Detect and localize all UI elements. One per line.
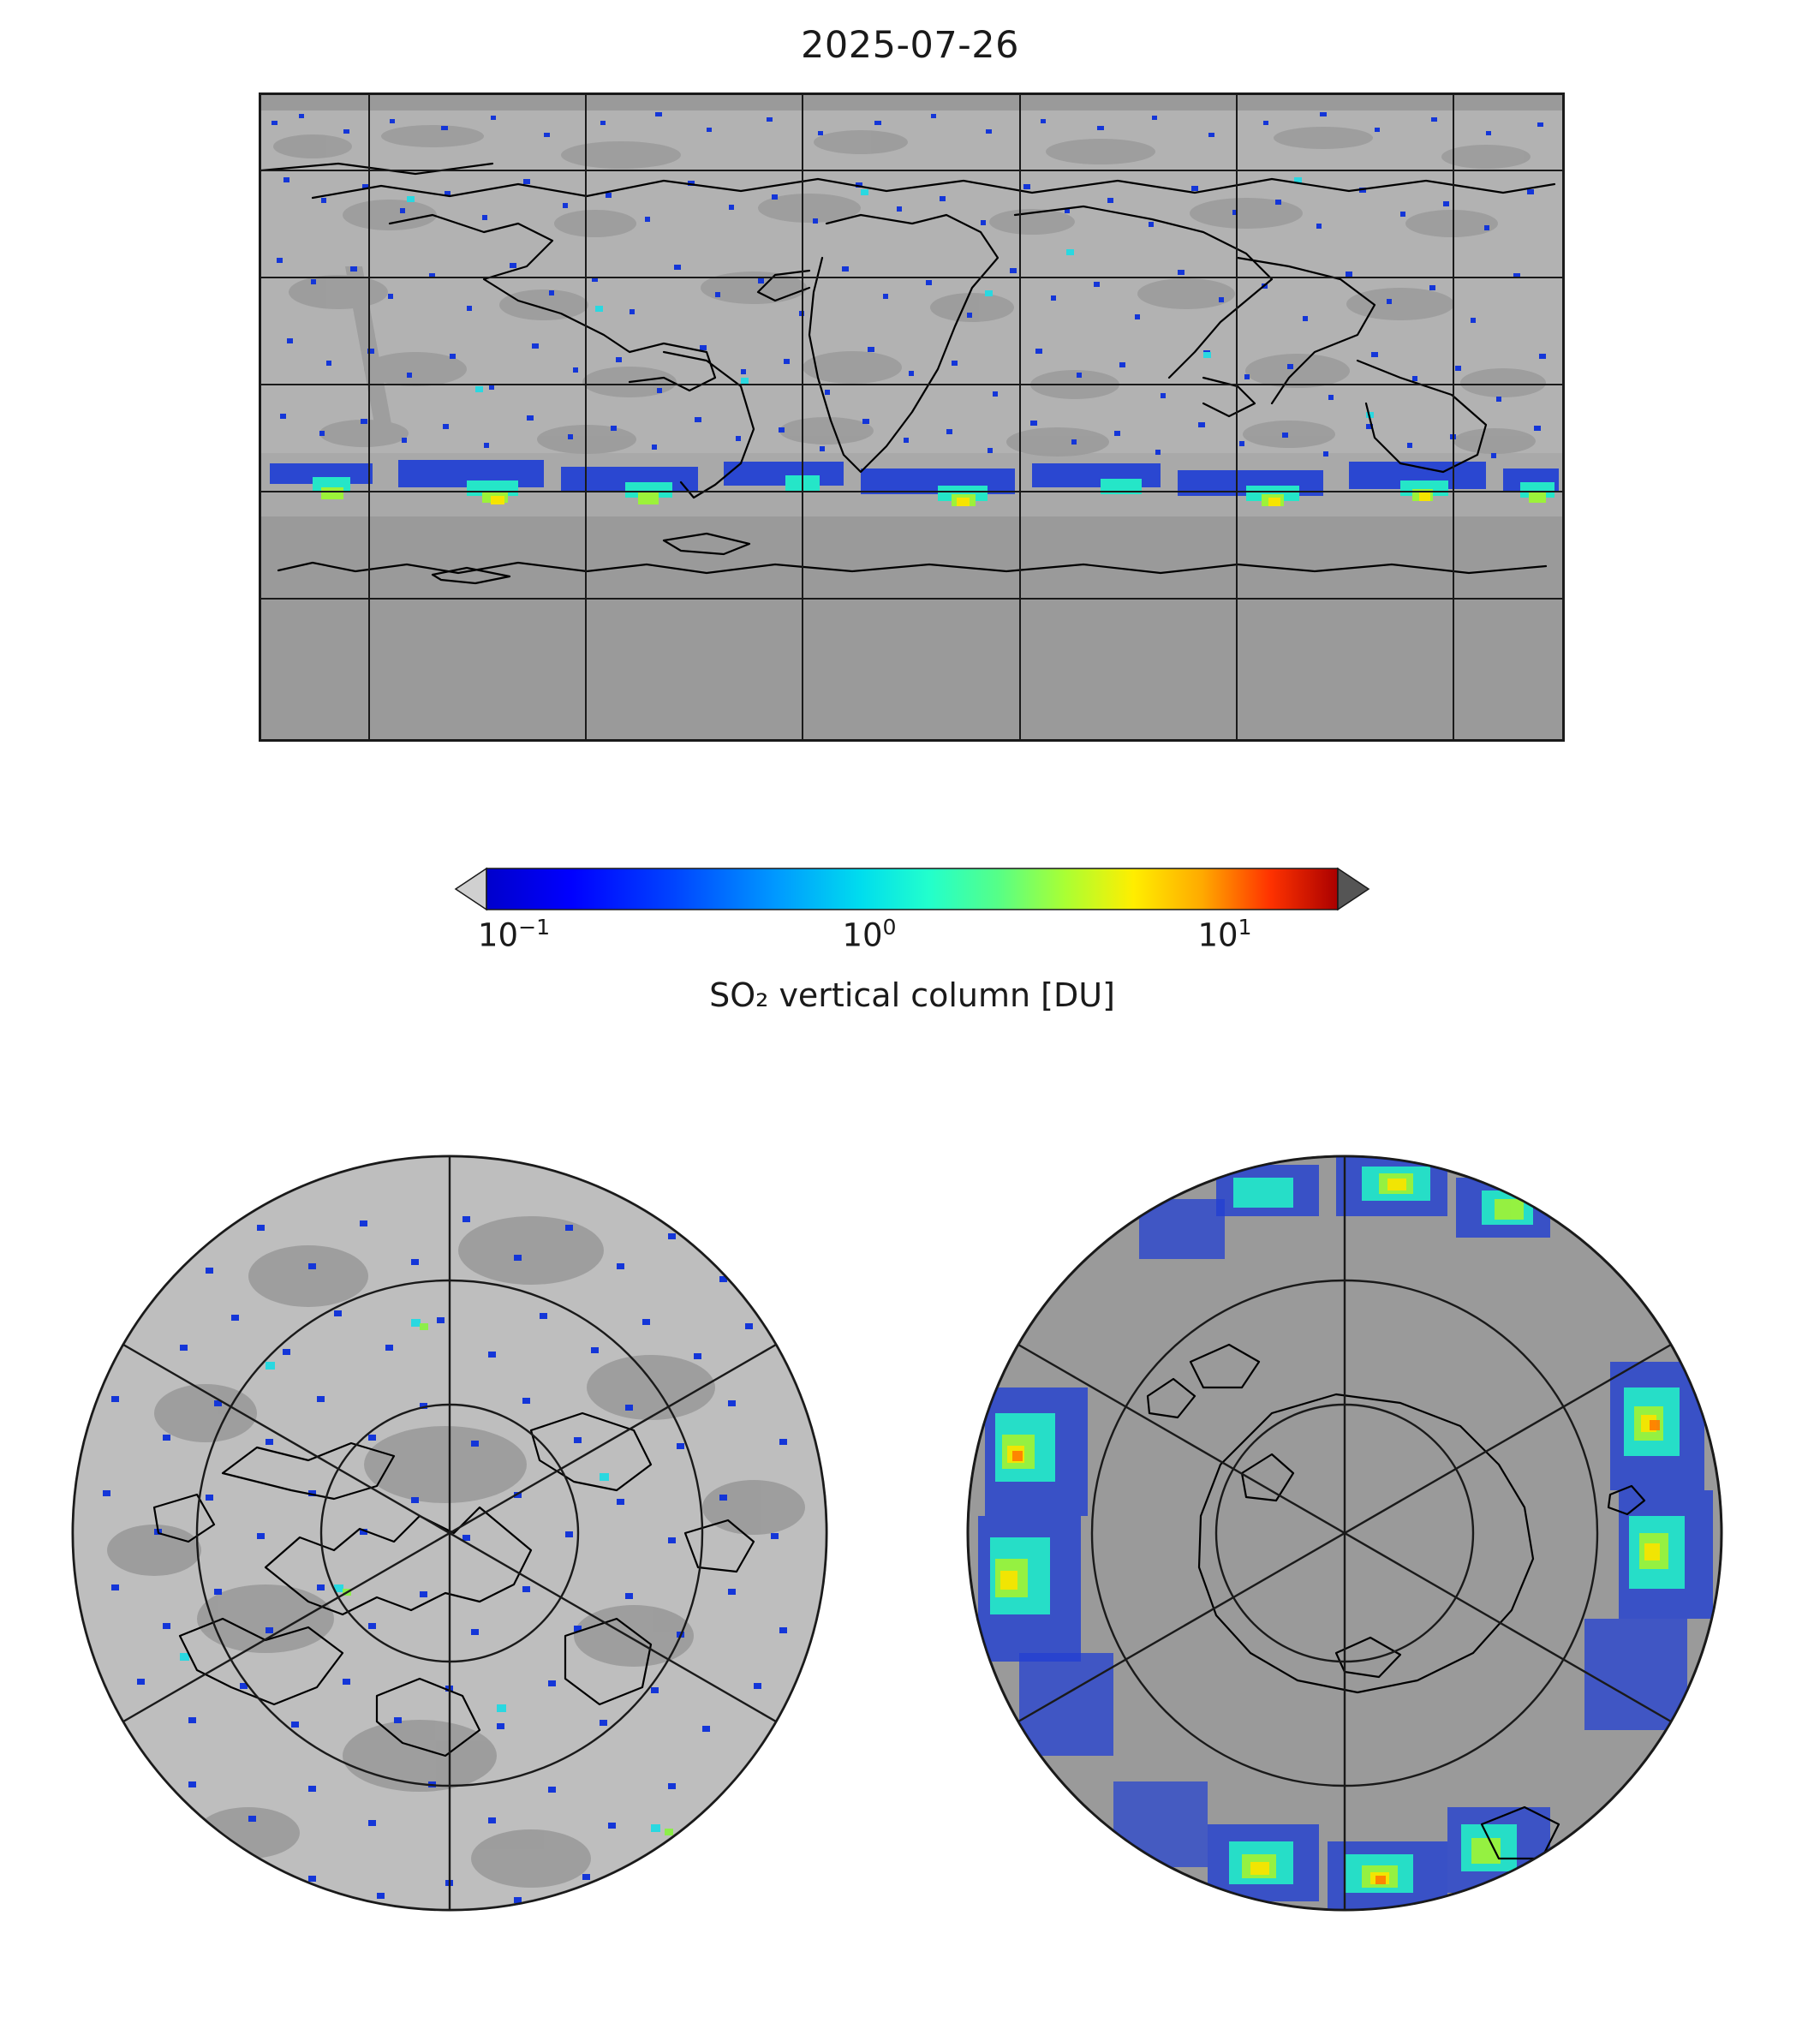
global-map-antarctic-nodata <box>261 516 1562 739</box>
north-polar-canvas <box>51 1105 874 1961</box>
south-polar-canvas <box>934 1105 1756 1961</box>
colorbar-tick-0: $10^{-1}$ <box>477 915 551 954</box>
global-map-panel[interactable] <box>259 92 1565 742</box>
colorbar-over-arrow <box>1338 868 1369 910</box>
colorbar-under-arrow <box>456 868 486 910</box>
colorbar-tick-2: $10^1$ <box>1197 915 1252 954</box>
global-map-canvas <box>261 95 1562 739</box>
north-polar-panel[interactable] <box>51 1105 874 1961</box>
south-polar-panel[interactable] <box>934 1105 1756 1961</box>
colorbar-tick-1: $10^0$ <box>842 915 897 954</box>
page-title: 2025-07-26 <box>801 24 1019 67</box>
colorbar-gradient <box>454 867 1370 911</box>
colorbar-axis-label: SO₂ vertical column [DU] <box>709 976 1115 1014</box>
colorbar[interactable] <box>420 867 1405 1029</box>
global-map-lowvalue-layer <box>261 110 1562 517</box>
colorbar-tick-labels <box>420 915 1405 961</box>
